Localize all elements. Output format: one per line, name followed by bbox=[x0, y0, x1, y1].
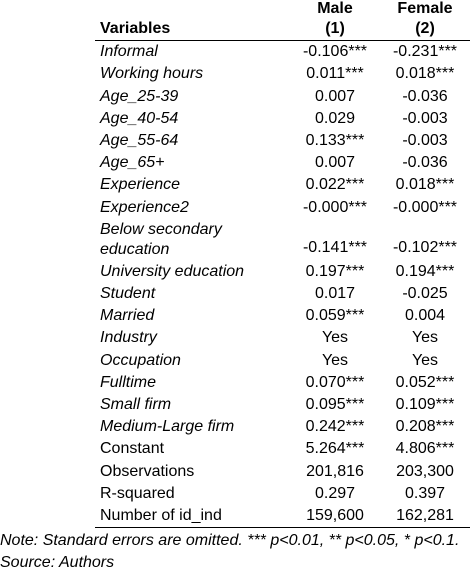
source-text: Source: Authors bbox=[0, 554, 115, 571]
table-row bbox=[95, 372, 470, 394]
row-label-line2: education bbox=[100, 240, 170, 258]
table-row bbox=[95, 483, 470, 505]
male-value: -0.106*** bbox=[302, 43, 368, 61]
female-value: 0.004 bbox=[404, 307, 446, 325]
female-value: 0.194*** bbox=[395, 262, 455, 280]
male-value: 201,816 bbox=[306, 462, 364, 480]
male-value: 0.133*** bbox=[305, 132, 365, 150]
table-row bbox=[95, 305, 470, 327]
table-row bbox=[95, 261, 470, 283]
row-label: Industry bbox=[100, 329, 157, 347]
male-value: 0.022*** bbox=[305, 176, 365, 194]
header-blank-cell bbox=[95, 0, 290, 18]
female-value: Yes bbox=[411, 329, 439, 347]
male-value: 0.242*** bbox=[305, 418, 365, 436]
male-value: 0.070*** bbox=[305, 373, 365, 391]
table-row bbox=[95, 327, 470, 349]
table-row bbox=[95, 394, 470, 416]
row-label: Occupation bbox=[100, 351, 181, 369]
row-label: Fulltime bbox=[100, 373, 157, 391]
regression-table-container bbox=[95, 0, 470, 528]
female-value: -0.003 bbox=[402, 109, 448, 127]
table-row bbox=[95, 41, 470, 64]
male-value: Yes bbox=[321, 329, 349, 347]
row-label: Constant bbox=[100, 440, 165, 458]
row-label: R-squared bbox=[100, 484, 175, 502]
female-value: 0.018*** bbox=[395, 65, 455, 83]
header-row-groups bbox=[95, 0, 470, 18]
female-value: -0.036 bbox=[402, 87, 448, 105]
row-label-line1: Below secondary bbox=[100, 220, 222, 238]
female-value: 203,300 bbox=[396, 462, 454, 480]
female-value: 0.052*** bbox=[395, 373, 455, 391]
female-value: -0.003 bbox=[402, 132, 448, 150]
table-row bbox=[95, 86, 470, 108]
header-col-2: (2) bbox=[380, 18, 470, 41]
female-value: -0.036 bbox=[402, 154, 448, 172]
female-value: -0.000*** bbox=[392, 198, 458, 216]
table-header bbox=[95, 0, 470, 41]
table-row bbox=[95, 283, 470, 305]
header-row-numbers bbox=[95, 18, 470, 41]
row-label: Age_55-64 bbox=[100, 132, 179, 150]
female-value: -0.025 bbox=[402, 285, 448, 303]
row-label: Experience2 bbox=[100, 198, 189, 216]
male-value: Yes bbox=[321, 351, 349, 369]
male-value: 0.095*** bbox=[305, 396, 365, 414]
row-label: Age_65+ bbox=[100, 154, 165, 172]
female-value: 0.208*** bbox=[395, 418, 455, 436]
row-label bbox=[95, 219, 290, 261]
table-row bbox=[95, 152, 470, 174]
table-notes bbox=[0, 530, 459, 574]
row-label: Age_25-39 bbox=[100, 87, 179, 105]
row-label: Age_40-54 bbox=[100, 109, 179, 127]
male-value: 0.197*** bbox=[305, 262, 365, 280]
row-label: Working hours bbox=[100, 65, 204, 83]
female-value: 162,281 bbox=[380, 505, 470, 528]
female-value: -0.102*** bbox=[392, 238, 458, 256]
header-col-1: (1) bbox=[290, 18, 380, 41]
row-label: Informal bbox=[100, 43, 158, 61]
male-value: 159,600 bbox=[290, 505, 380, 528]
table-row bbox=[95, 63, 470, 85]
male-value: 0.059*** bbox=[305, 307, 365, 325]
male-value: 5.264*** bbox=[305, 440, 365, 458]
row-label: Number of id_ind bbox=[95, 505, 290, 528]
row-label: Medium-Large firm bbox=[100, 418, 235, 436]
female-value: 0.397 bbox=[404, 484, 446, 502]
table-row bbox=[95, 438, 470, 460]
female-value: -0.231*** bbox=[392, 43, 458, 61]
header-male: Male bbox=[317, 0, 353, 17]
table-row bbox=[95, 108, 470, 130]
male-value: 0.297 bbox=[314, 484, 356, 502]
row-label: University education bbox=[100, 262, 245, 280]
table-row bbox=[95, 350, 470, 372]
male-value: -0.141*** bbox=[302, 238, 368, 256]
table-row bbox=[95, 219, 470, 261]
male-value: -0.000*** bbox=[302, 198, 368, 216]
header-variables: Variables bbox=[95, 18, 290, 41]
male-value: 0.007 bbox=[314, 87, 356, 105]
regression-table bbox=[95, 0, 470, 528]
note-text: Note: Standard errors are omitted. *** p<0.01, ** p<0.05, * p<0.1. bbox=[0, 532, 460, 549]
row-label: Experience bbox=[100, 176, 181, 194]
table-body bbox=[95, 41, 470, 528]
table-row bbox=[95, 416, 470, 438]
row-label: Married bbox=[100, 307, 155, 325]
female-value: 4.806*** bbox=[395, 440, 455, 458]
table-row bbox=[95, 505, 470, 528]
row-label: Observations bbox=[100, 462, 195, 480]
male-value: 0.029 bbox=[314, 109, 356, 127]
male-value: 0.011*** bbox=[306, 65, 364, 83]
table-row bbox=[95, 461, 470, 483]
row-label: Small firm bbox=[100, 396, 172, 414]
header-female: Female bbox=[397, 0, 453, 17]
male-value: 0.017 bbox=[314, 285, 356, 303]
male-value: 0.007 bbox=[314, 154, 356, 172]
female-value: 0.109*** bbox=[395, 396, 455, 414]
female-value: Yes bbox=[411, 351, 439, 369]
row-label: Student bbox=[100, 285, 156, 303]
female-value: 0.018*** bbox=[395, 176, 455, 194]
table-row bbox=[95, 174, 470, 196]
table-row bbox=[95, 197, 470, 219]
table-row bbox=[95, 130, 470, 152]
